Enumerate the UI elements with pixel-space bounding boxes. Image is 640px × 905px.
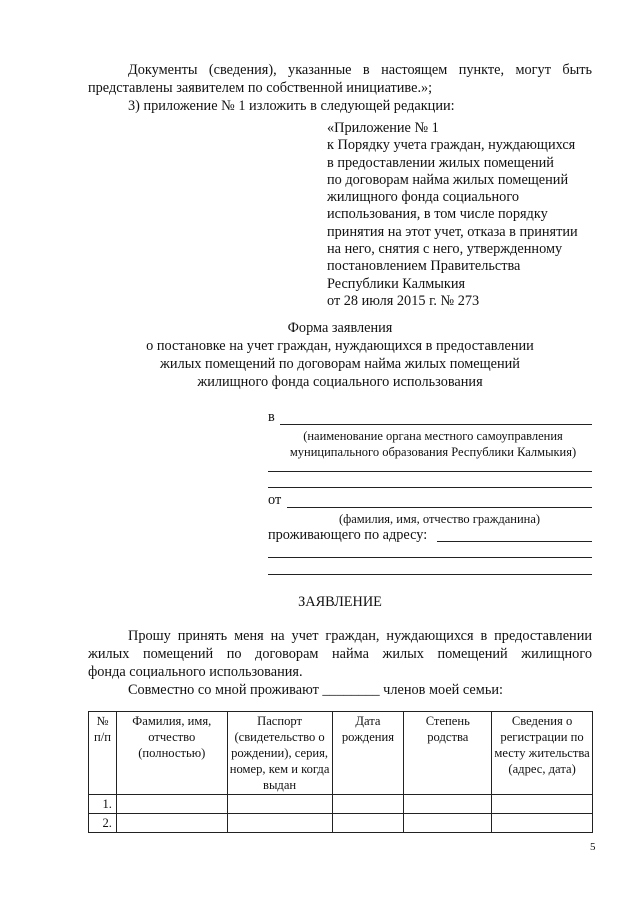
appendix-line: постановлением Правительства — [327, 258, 521, 275]
statement-p2-before: Совместно со мной проживают — [128, 682, 319, 698]
from-prefix: от — [268, 492, 282, 508]
to-caption-line-1: (наименование органа местного самоуправления — [303, 429, 563, 443]
statement-p1-line-3: фонда социального использования. — [88, 664, 303, 680]
intro-line-3: 3) приложение № 1 изложить в следующей редакции: — [128, 98, 455, 114]
table-cell[interactable] — [404, 814, 492, 833]
organ-extra-blank-line[interactable] — [268, 471, 592, 472]
table-cell[interactable] — [227, 814, 332, 833]
appendix-line: использования, в том числе порядку — [327, 206, 548, 223]
from-caption: (фамилия, имя, отчество гражданина) — [338, 512, 541, 526]
table-cell[interactable] — [492, 795, 593, 814]
residing-label: проживающего по адресу: — [268, 527, 428, 543]
appendix-line: Республики Калмыкия — [327, 275, 466, 292]
statement-p2 — [128, 682, 592, 700]
appendix-line: «Приложение № 1 — [327, 120, 439, 136]
address-blank-line[interactable] — [437, 541, 592, 542]
appendix-line: жилищного фонда социального — [327, 189, 519, 206]
intro-line-2: представлены заявителем по собственной инициативе.»; — [88, 80, 433, 96]
family-count-blank[interactable]: ________ — [322, 682, 380, 698]
column-header-full-name: Фамилия, имя, отчество (полностью) — [116, 712, 227, 795]
intro-line-1: Документы (сведения), указанные в настоящем пункте, могут быть — [128, 62, 592, 78]
column-header-registration: Сведения о регистрации по месту жительства (адрес, дата) — [492, 712, 593, 795]
address-blank-line[interactable] — [268, 574, 592, 575]
appendix-line: на него, снятия с него, утвержденному — [327, 241, 563, 258]
page-number: 5 — [590, 841, 596, 853]
column-header-birth-date: Дата рождения — [332, 712, 404, 795]
family-members-table — [88, 711, 593, 833]
table-row — [89, 814, 593, 833]
table-cell[interactable] — [116, 795, 227, 814]
table-cell[interactable] — [492, 814, 593, 833]
appendix-line: в предоставлении жилых помещений — [327, 154, 554, 171]
appendix-line: принятия на этот учет, отказа в принятии — [327, 223, 578, 240]
form-title-line-4: жилищного фонда социального использования — [197, 374, 483, 390]
to-prefix: в — [268, 409, 275, 425]
table-cell[interactable] — [404, 795, 492, 814]
statement-p2-after: членов моей семьи: — [383, 682, 503, 698]
organ-extra-blank-line[interactable] — [268, 487, 592, 488]
table-cell[interactable] — [332, 795, 404, 814]
to-caption-line-2: муниципального образования Республики Калмыкия) — [289, 445, 577, 459]
table-header-row — [89, 712, 593, 795]
statement-heading: ЗАЯВЛЕНИЕ — [298, 594, 382, 610]
table-cell[interactable] — [332, 814, 404, 833]
table-row — [89, 795, 593, 814]
address-blank-line[interactable] — [268, 557, 592, 558]
table-cell[interactable] — [116, 814, 227, 833]
form-title-line-2: о постановке на учет граждан, нуждающихся в предоставлении — [146, 338, 534, 354]
appendix-line: к Порядку учета граждан, нуждающихся — [327, 137, 576, 154]
table-cell[interactable] — [227, 795, 332, 814]
row-number: 1. — [89, 795, 117, 814]
statement-p1-line-2: жилых помещений по договорам найма жилых помещений жилищного — [88, 646, 592, 662]
appendix-line: по договорам найма жилых помещений — [327, 171, 569, 188]
form-title-line-3: жилых помещений по договорам найма жилых помещений — [160, 356, 520, 372]
column-header-relationship: Степень родства — [404, 712, 492, 795]
appendix-line: от 28 июля 2015 г. № 273 — [327, 292, 480, 309]
column-header-passport: Паспорт (свидетельство о рождении), серия, номер, кем и когда выдан — [227, 712, 332, 795]
row-number: 2. — [89, 814, 117, 833]
appendix-header-block — [327, 120, 597, 310]
statement-p1-line-1: Прошу принять меня на учет граждан, нуждающихся в предоставлении — [128, 628, 592, 644]
to-organ-blank-line[interactable] — [280, 424, 592, 425]
from-name-blank-line[interactable] — [287, 507, 592, 508]
form-title-line-1: Форма заявления — [287, 320, 393, 336]
column-header-number: № п/п — [89, 712, 117, 795]
